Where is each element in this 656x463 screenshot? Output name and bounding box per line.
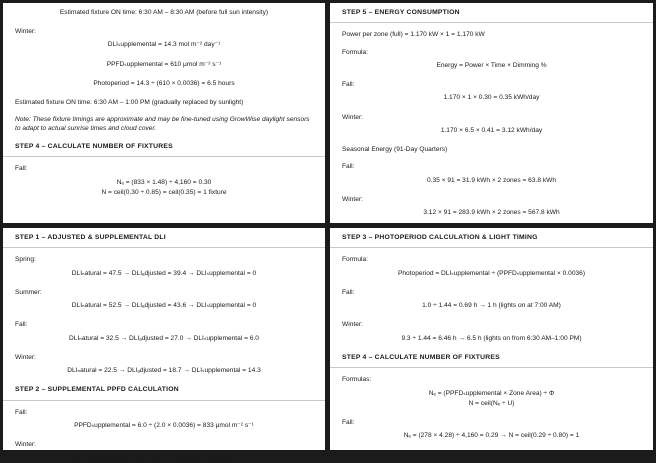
equation: 0.35 × 91 = 31.9 kWh × 2 zones = 63.8 kWh [426, 176, 557, 184]
equation: 1.170 × 6.5 × 0.41 = 3.12 kWh/day [440, 126, 543, 134]
panel-dli-ppfd [3, 228, 325, 462]
equation: PPFDₛupplemental = 14.3 ÷ (6.5 × 0.0036) = 610 μmol m⁻² s⁻¹ [72, 454, 256, 462]
section-heading: STEP 2 – SUPPLEMENTAL PPFD CALCULATION [3, 386, 325, 400]
equation: Nₑ = (278 × 4.28) ÷ 4,160 = 0.29 → N = ceil(0.29 ÷ 0.80) = 1 [403, 432, 580, 440]
formula-label: Formula: [342, 48, 369, 56]
season-label: Winter: [15, 441, 36, 449]
equation: Nₑ = (PPFDₛupplemental × Zone Area) ÷ Φ [428, 389, 555, 397]
panel-fixture-timing [3, 3, 325, 223]
equation: DLIₙatural = 22.5 → DLIₐdjusted = 18.7 → DLIₛupplemental = 14.3 [67, 367, 261, 375]
equation: 9.3 ÷ 1.44 = 6.46 h → 6.5 h (lights on from 6:30 AM–1:00 PM) [401, 334, 582, 342]
equation: 3.12 × 91 = 283.9 kWh × 2 zones = 567.8 kWh [423, 209, 560, 217]
panel-energy-consumption [330, 3, 653, 223]
equation: DLIₙatural = 32.5 → DLIₐdjusted = 27.0 → DLIₛupplemental = 6.0 [69, 334, 259, 342]
season-label: Summer: [15, 288, 42, 296]
season-label: Fall: [15, 321, 28, 329]
equation: DLIₙatural = 47.5 → DLIₐdjusted = 39.4 → DLIₛupplemental = 0 [71, 269, 257, 277]
season-label: Fall: [342, 288, 355, 296]
season-label: Winter: [15, 353, 36, 361]
season-label: Fall: [342, 419, 355, 427]
formula-label: Formula: [342, 256, 369, 264]
section-heading: STEP 4 – CALCULATE NUMBER OF FIXTURES [330, 354, 653, 368]
section-heading: STEP 4 – CALCULATE NUMBER OF FIXTURES [3, 143, 325, 157]
note-text: Note: These fixture timings are approximate and may be fine-tuned using GrowWise daylight sensors to adapt to actual sunrise times and cloud cover. [15, 116, 310, 132]
equation: Nₑ = (833 × 1.48) ÷ 4,160 = 0.30 [116, 178, 212, 186]
equation: PPFDₛupplemental = 6.0 ÷ (2.0 × 0.0036) = 833 μmol m⁻² s⁻¹ [74, 422, 254, 430]
formula-label: Formulas: [342, 376, 372, 384]
section-heading: STEP 3 – PHOTOPERIOD CALCULATION & LIGHT TIMING [330, 234, 653, 248]
section-heading: STEP 1 – ADJUSTED & SUPPLEMENTAL DLI [3, 234, 325, 248]
equation: DLIₙatural = 52.5 → DLIₐdjusted = 43.6 → DLIₛupplemental = 0 [71, 302, 257, 310]
text-line: Power per zone (full) = 1.170 kW × 1 = 1.170 kW [342, 31, 485, 39]
season-label: Spring: [15, 256, 36, 264]
season-label: Winter: [342, 195, 363, 203]
season-label: Fall: [342, 81, 355, 89]
season-label: Winter: [342, 321, 363, 329]
season-label: Fall: [342, 163, 355, 171]
panel-photoperiod [330, 228, 653, 450]
season-label: Winter: [342, 113, 363, 121]
equation: 1.170 × 1 × 0.30 = 0.35 kWh/day [443, 94, 540, 102]
text-line: Estimated fixture ON time: 6:30 AM – 1:00 PM (gradually replaced by sunlight) [15, 99, 244, 107]
equation: 1.0 ÷ 1.44 = 0.69 h → 1 h (lights on at 7:00 AM) [422, 302, 561, 310]
subheading: Seasonal Energy (91-Day Quarters) [342, 146, 448, 154]
equation: N = ceil(0.30 ÷ 0.85) = ceil(0.35) = 1 fixture [101, 188, 227, 196]
equation: DLIₛupplemental = 14.3 mol m⁻² day⁻¹ [107, 41, 221, 49]
equation: Photoperiod = DLIₛupplemental ÷ (PPFDₛupplemental × 0.0036) [397, 269, 586, 277]
season-label: Winter: [15, 28, 36, 36]
section-heading: STEP 5 – ENERGY CONSUMPTION [330, 9, 653, 23]
equation: Energy = Power × Time × Dimming % [436, 61, 547, 69]
text-line: Estimated fixture ON time: 6:30 AM – 8:30 AM (before full sun intensity) [59, 9, 269, 16]
equation: Photoperiod = 14.3 ÷ (610 × 0.0036) = 6.5 hours [93, 79, 235, 87]
season-label: Fall: [15, 408, 28, 416]
equation: N = ceil(Nₑ ÷ U) [468, 399, 515, 407]
season-label: Fall: [15, 165, 28, 173]
equation: PPFDₛupplemental = 610 μmol m⁻² s⁻¹ [106, 60, 222, 68]
